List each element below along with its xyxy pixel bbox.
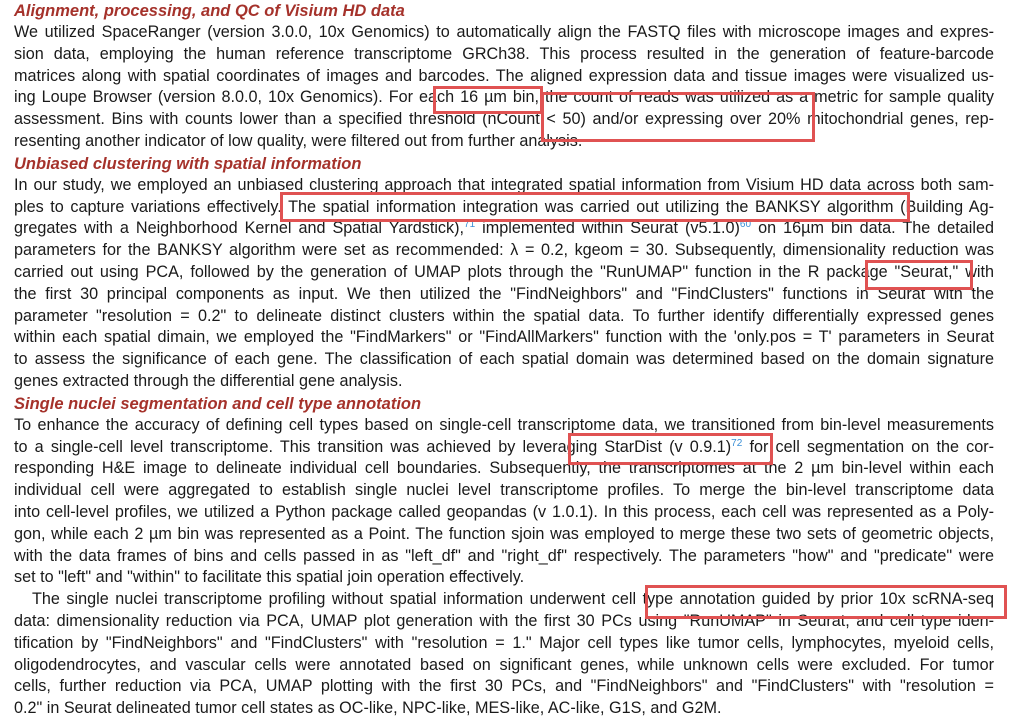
text-line — [14, 567, 994, 589]
document-body — [14, 0, 994, 720]
text-run: carried out using PCA, followed by the generation of UMAP plots through the "RunUMAP" function in the R package "Seurat," with — [14, 262, 994, 281]
text-run: cells, further reduction via PCA, UMAP plotting with the first 30 PCs, and "FindNeighbors" and "FindClusters" with "resolution = — [14, 677, 994, 696]
text-line — [14, 698, 994, 720]
text-line — [14, 22, 994, 44]
text-run: to assess the significance of each gene. The classification of each spatial domain was determined based on the domain signature — [14, 350, 994, 369]
text-line — [14, 524, 994, 546]
text-line — [14, 349, 994, 371]
text-run: In our study, we employed an unbiased clustering approach that integrated spatial information from Visium HD data across both sam- — [14, 175, 994, 194]
text-run: tification by "FindNeighbors" and "FindClusters" with "resolution = 1." Major cell types like tumor cells, lymphocytes, myeloid cells, — [14, 633, 994, 652]
text-line — [14, 218, 994, 240]
section-heading: Unbiased clustering with spatial information — [14, 154, 362, 173]
text-run: individual cell were aggregated to establish single nuclei level transcriptome profiles. To merge the bin-level transcriptome data — [14, 481, 994, 500]
text-run: ples to capture variations effectively. The spatial information integration was carried out utilizing the BANKSY algorithm (Building Ag- — [14, 197, 994, 216]
text-line — [14, 44, 994, 66]
text-run: gregates with a Neighborhood Kernel and Spatial Yardstick), — [14, 219, 465, 238]
text-line — [14, 175, 994, 197]
citation-ref[interactable]: 60 — [739, 219, 752, 231]
text-run: parameter "resolution = 0.2" to delineate distinct clusters within the spatial data. To further identify differentially expressed genes — [14, 306, 994, 325]
text-line — [14, 197, 994, 219]
text-line — [14, 109, 994, 131]
text-run: with the data frames of bins and cells passed in as "left_df" and "right_df" respectively. The parameters "how" and "predicate" were — [14, 546, 994, 565]
text-run: data: dimensionality reduction via PCA, UMAP plot generation with the first 30 PCs using "RunUMAP" in Seurat, and cell type iden- — [14, 611, 994, 630]
text-run: on 16µm bin data. The detailed — [751, 219, 994, 238]
text-line — [14, 437, 994, 459]
text-line — [14, 284, 994, 306]
text-line — [14, 371, 994, 393]
text-run: To enhance the accuracy of defining cell types based on single-cell transcriptome data, we transitioned from bin-level measurements — [14, 415, 994, 434]
text-run: into cell-level profiles, we utilized a Python package called geopandas (v 1.0.1). In this process, each cell was represented as a Poly- — [14, 502, 994, 521]
text-line — [14, 480, 994, 502]
text-line — [14, 502, 994, 524]
text-run: implemented within Seurat (v5.1.0) — [475, 219, 740, 238]
text-run: resenting another indicator of low quality, were filtered out from further analysis. — [14, 131, 583, 150]
section-heading: Alignment, processing, and QC of Visium HD data — [14, 2, 405, 20]
text-run: within each spatial dimain, we employed the "FindMarkers" or "FindAllMarkers" function with the 'only.pos = T' parameters in Seurat — [14, 328, 994, 347]
text-run: gon, while each 2 µm bin was represented as a Point. The function sjoin was employed to merge these two sets of geometric objects, — [14, 524, 994, 543]
text-line — [14, 66, 994, 88]
text-line — [14, 87, 994, 109]
text-run: 0.2" in Seurat delineated tumor cell states as OC-like, NPC-like, MES-like, AC-like, G1S, and G2M. — [14, 699, 722, 718]
text-line — [14, 458, 994, 480]
text-line — [14, 655, 994, 677]
text-line — [14, 676, 994, 698]
text-run: for cell segmentation on the cor- — [742, 437, 994, 456]
text-run: responding H&E image to delineate individual cell boundaries. Subsequently, the transcriptomes at the 2 µm bin-level within each — [14, 459, 994, 478]
text-run: set to "left" and "within" to facilitate this spatial join operation effectively. — [14, 568, 525, 587]
text-run: sion data, employing the human reference transcriptome GRCh38. This process resulted in the generation of feature-barcode — [14, 44, 994, 63]
text-run: matrices along with spatial coordinates of images and barcodes. The aligned expression data and tissue images were visualized us- — [14, 66, 994, 85]
text-run: oligodendrocytes, and vascular cells were annotated based on significant genes, while unknown cells were excluded. For tumor — [14, 655, 994, 674]
citation-ref[interactable]: 72 — [731, 437, 743, 449]
text-line — [14, 415, 994, 437]
text-line — [14, 306, 994, 328]
text-line — [14, 589, 994, 611]
citation-ref[interactable]: 71 — [464, 219, 476, 231]
text-run: to a single-cell level transcriptome. This transition was achieved by leveraging StarDist (v 0.9.1) — [14, 437, 732, 456]
text-run: We utilized SpaceRanger (version 3.0.0, 10x Genomics) to automatically align the FASTQ files with microscope images and expres- — [14, 23, 994, 41]
text-line — [14, 262, 994, 284]
text-line — [14, 327, 994, 349]
text-run: The single nuclei transcriptome profiling without spatial information underwent cell type annotation guided by prior 10x scRNA-seq — [32, 590, 994, 609]
text-run: the first 30 principal components as input. We then utilized the "FindNeighbors" and "FindClusters" functions in Seurat with the — [14, 284, 994, 303]
text-line — [14, 240, 994, 262]
section-heading: Single nuclei segmentation and cell type annotation — [14, 394, 422, 413]
text-run: genes extracted through the differential gene analysis. — [14, 371, 403, 390]
text-line — [14, 546, 994, 568]
text-line — [14, 131, 994, 153]
text-line — [14, 633, 994, 655]
text-line — [14, 611, 994, 633]
text-run: ing Loupe Browser (version 8.0.0, 10x Genomics). For each 16 µm bin, the count of reads was utilized as a metric for sample quality — [14, 88, 994, 107]
text-run: parameters for the BANKSY algorithm were set as recommended: λ = 0.2, kgeom = 30. Subsequently, dimensionality reduction was — [14, 241, 994, 260]
text-run: assessment. Bins with counts lower than a specified threshold (nCount < 50) and/or expressing over 20% mitochondrial genes, rep- — [14, 110, 994, 129]
